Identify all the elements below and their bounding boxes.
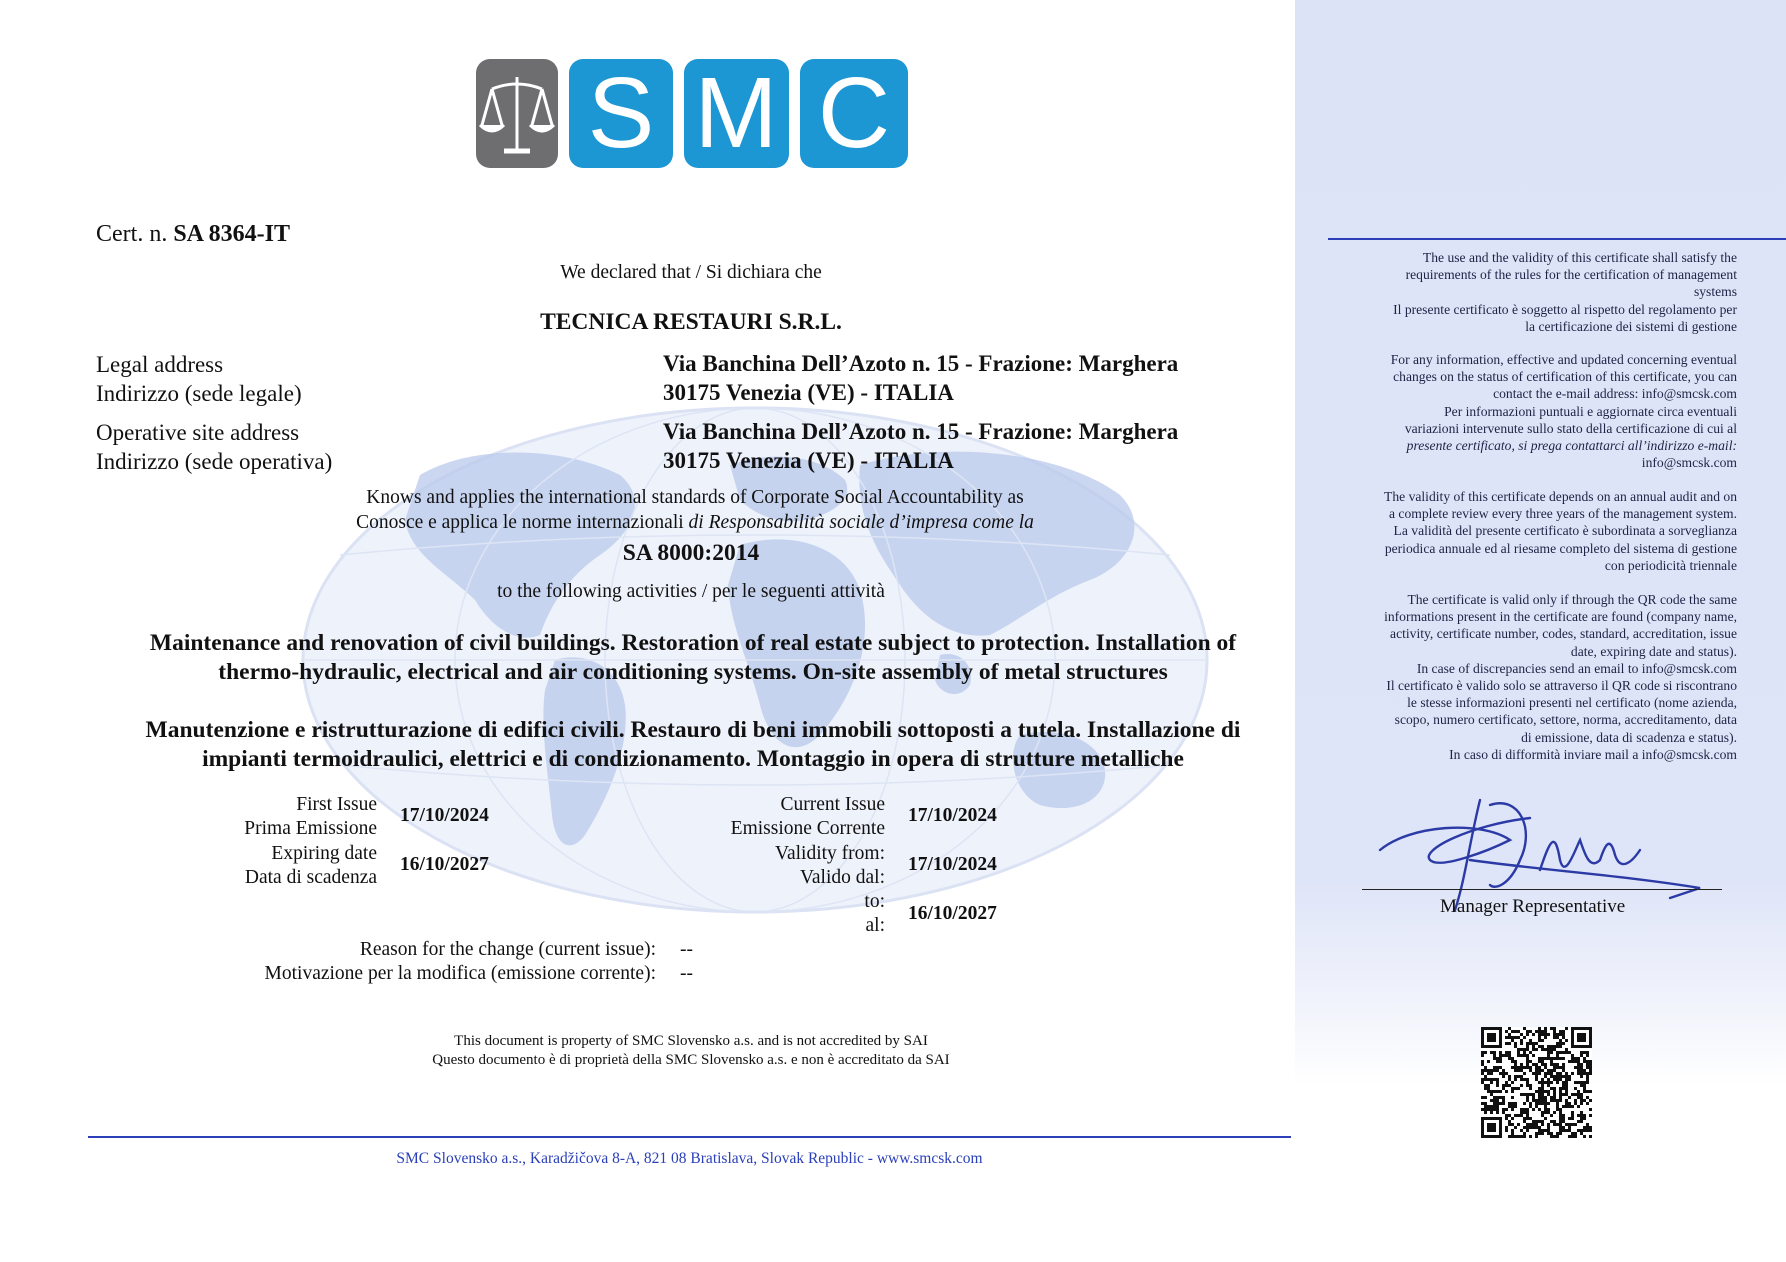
side-paragraph-information: For any information, effective and updated concerning eventual changes on the status of certification of this certificate, you can contact the e-mail address: info@smcsk.com Per informazioni puntuali e aggiornate circa eventuali variazioni intervenute sullo stato della certificazione di cui al presente certificato, si prega contattarci all’indirizzo e-mail: info@smcsk.com [1390,352,1737,471]
activities-intro: to the following activities / per le seguenti attività [497,581,885,602]
company-name: TECNICA RESTAURI S.R.L. [540,309,842,335]
current-issue-label: Current Issue Emissione Corrente [730,794,885,839]
footer-address: SMC Slovensko a.s., Karadžičova 8-A, 821 08 Bratislava, Slovak Republic - www.smcsk.com [396,1150,983,1167]
legal-address-label-it: Indirizzo (sede legale) [96,381,302,406]
side-paragraph-validity: The validity of this certificate depends on an annual audit and on a complete review every three years of the management system. La validità del presente certificato è subordinata a sorveglianza periodica annuale ed al riesame completo del sistema di gestione con periodicità triennale [1384,489,1737,573]
operative-address-line1: Via Banchina Dell’Azoto n. 15 - Frazione: Marghera [663,419,1179,444]
validity-to-date: 16/10/2027 [908,903,997,924]
activities-en: Maintenance and renovation of civil buildings. Restoration of real estate subject to protection. Installation of thermo-hydraulic, electrical and air conditioning systems. On-site assembly of metal structures [149,630,1237,685]
smc-logo [476,59,908,169]
expiring-date-label: Expiring date Data di scadenza [244,843,377,888]
qr-code-icon [1481,1027,1592,1138]
validity-from-date: 17/10/2024 [908,854,997,875]
declared-line: We declared that / Si dichiara che [560,262,822,283]
standards-line-it: Conosce e applica le norme internazionali di Responsabilità sociale d’impresa come la [356,512,1034,533]
first-issue-date: 17/10/2024 [400,805,489,826]
signature-line [1362,889,1722,890]
logo-letter-s: S [587,59,655,169]
side-paragraph-qr: The certificate is valid only if through the QR code the same informations present in the certificate are found (company name, activity, certificate number, codes, standard, accreditation, issue date, expiring date and status). In case of discrepancies send an email to info@smcsk.com Il certificato è valido solo se attraverso il QR code si riscontrano le stesse informazioni presenti nel certificato (nome azienda, scopo, numero certificato, settore, norma, accreditamento, data di emissione, data di scadenza e status). In caso di difformità inviare mail a info@smcsk.com [1384,592,1737,762]
reason-value: -- -- [680,939,693,984]
validity-to-label: to: al: [864,891,885,936]
operative-address-line2: 30175 Venezia (VE) - ITALIA [663,448,954,473]
side-divider [1328,238,1786,240]
first-issue-label: First Issue Prima Emissione [244,794,377,839]
current-issue-date: 17/10/2024 [908,805,997,826]
legal-address-line1: Via Banchina Dell’Azoto n. 15 - Frazione: Marghera [663,351,1179,376]
logo-letter-c: C [817,59,891,169]
operative-address-label-en: Operative site address [96,420,300,445]
activities-it: Manutenzione e ristrutturazione di edifici civili. Restauro di beni immobili sottoposti a tutela. Installazione di impianti termoidraulici, elettrici e di condizionamento. Montaggio in opera di strutture metalliche [145,717,1241,772]
operative-address-label-it: Indirizzo (sede operativa) [96,449,333,474]
expiring-date: 16/10/2027 [400,854,489,875]
property-note: This document is property of SMC Slovensko a.s. and is not accredited by SAI Questo documento è di proprietà della SMC Slovensko a.s. e non è accreditato da SAI [432,1033,950,1068]
signature-label: Manager Representative [1440,896,1626,917]
cert-number: Cert. n. SA 8364-IT [96,221,291,247]
validity-from-label: Validity from: Valido dal: [775,843,885,888]
standard-name: SA 8000:2014 [622,540,760,566]
reason-label: Reason for the change (current issue): Motivazione per la modifica (emissione corrente): [264,939,656,984]
logo-letter-m: M [694,59,778,169]
footer-divider [88,1136,1291,1138]
legal-address-label-en: Legal address [96,352,224,377]
legal-address-line2: 30175 Venezia (VE) - ITALIA [663,380,954,405]
side-paragraph-usage: The use and the validity of this certificate shall satisfy the requirements of the rules for the certification of management systems Il presente certificato è soggetto al rispetto del regolamento per la certificazione dei sistemi di gestione [1393,250,1737,334]
standards-line-en: Knows and applies the international standards of Corporate Social Accountability as [366,487,1024,508]
